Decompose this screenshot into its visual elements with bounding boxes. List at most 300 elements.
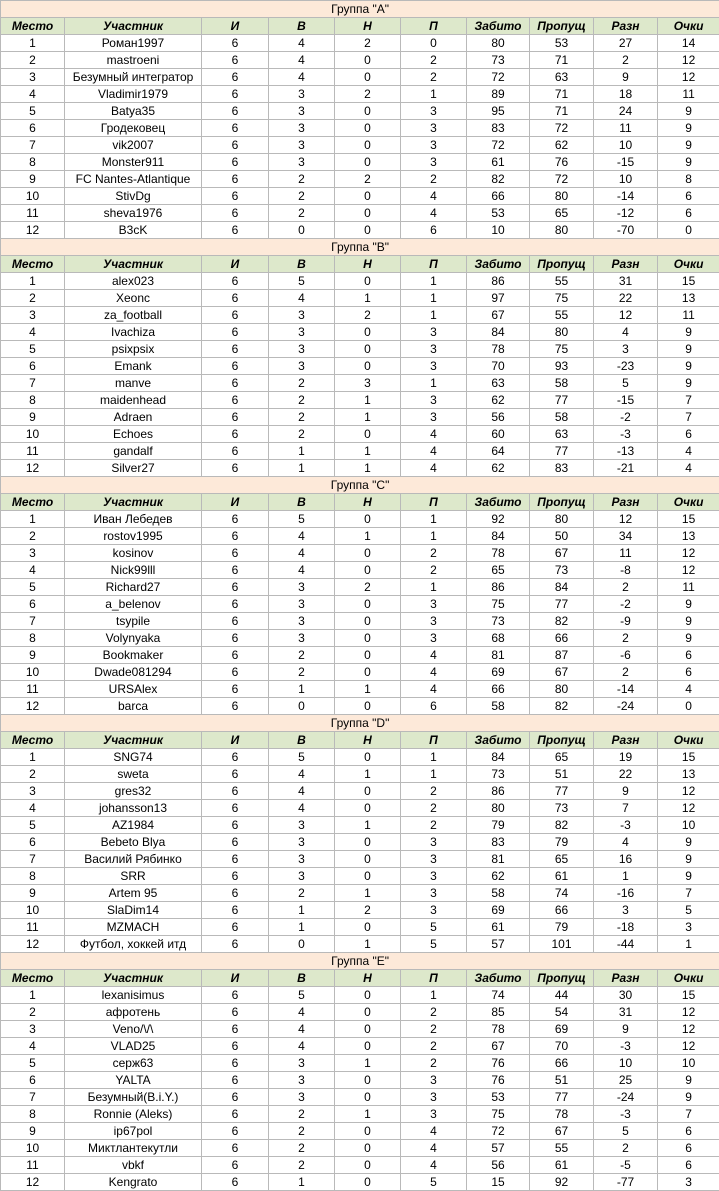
cell-goals-for: 70 (467, 358, 530, 375)
cell-participant: Bebeto Blya (65, 834, 202, 851)
cell-wins: 5 (269, 987, 335, 1004)
cell-goals-against: 87 (530, 647, 594, 664)
column-header-goal-diff: Разн (594, 970, 658, 987)
cell-wins: 3 (269, 137, 335, 154)
cell-losses: 1 (401, 273, 467, 290)
cell-wins: 3 (269, 154, 335, 171)
cell-wins: 2 (269, 171, 335, 188)
cell-played: 6 (202, 1021, 269, 1038)
cell-played: 6 (202, 562, 269, 579)
cell-participant: rostov1995 (65, 528, 202, 545)
cell-points: 13 (658, 766, 719, 783)
cell-points: 11 (658, 307, 719, 324)
cell-draws: 0 (335, 1004, 401, 1021)
column-header-goal-diff: Разн (594, 494, 658, 511)
cell-place: 5 (1, 1055, 65, 1072)
column-header-wins: В (269, 970, 335, 987)
cell-draws: 1 (335, 817, 401, 834)
cell-goals-against: 79 (530, 919, 594, 936)
column-header-losses: П (401, 732, 467, 749)
cell-wins: 3 (269, 851, 335, 868)
cell-played: 6 (202, 120, 269, 137)
cell-losses: 3 (401, 1089, 467, 1106)
cell-losses: 3 (401, 392, 467, 409)
cell-place: 7 (1, 1089, 65, 1106)
table-row (1, 1038, 719, 1055)
cell-participant: sweta (65, 766, 202, 783)
column-header-row (1, 970, 719, 987)
cell-wins: 4 (269, 52, 335, 69)
table-row (1, 528, 719, 545)
column-header-played: И (202, 494, 269, 511)
cell-played: 6 (202, 86, 269, 103)
cell-place: 6 (1, 834, 65, 851)
cell-goals-against: 71 (530, 103, 594, 120)
cell-draws: 1 (335, 460, 401, 477)
cell-goals-for: 72 (467, 69, 530, 86)
cell-draws: 0 (335, 188, 401, 205)
cell-goals-against: 62 (530, 137, 594, 154)
cell-played: 6 (202, 1123, 269, 1140)
cell-wins: 1 (269, 460, 335, 477)
cell-goals-against: 65 (530, 851, 594, 868)
cell-draws: 3 (335, 375, 401, 392)
column-header-wins: В (269, 494, 335, 511)
cell-participant: Безумный(B.i.Y.) (65, 1089, 202, 1106)
cell-place: 2 (1, 52, 65, 69)
cell-goal-diff: -3 (594, 1038, 658, 1055)
column-header-participant: Участник (65, 18, 202, 35)
cell-goals-for: 76 (467, 1072, 530, 1089)
cell-place: 6 (1, 1072, 65, 1089)
column-header-points: Очки (658, 970, 719, 987)
cell-goal-diff: 3 (594, 902, 658, 919)
column-header-goal-diff: Разн (594, 18, 658, 35)
cell-losses: 1 (401, 528, 467, 545)
cell-goals-for: 82 (467, 171, 530, 188)
cell-losses: 2 (401, 1038, 467, 1055)
cell-goals-against: 66 (530, 630, 594, 647)
column-header-points: Очки (658, 732, 719, 749)
cell-participant: Veno/\/\ (65, 1021, 202, 1038)
cell-goals-against: 77 (530, 392, 594, 409)
cell-participant: Batya35 (65, 103, 202, 120)
group-title-row (1, 953, 719, 970)
cell-goal-diff: 22 (594, 290, 658, 307)
cell-goals-for: 75 (467, 1106, 530, 1123)
cell-played: 6 (202, 885, 269, 902)
cell-place: 2 (1, 766, 65, 783)
cell-wins: 0 (269, 698, 335, 715)
cell-goal-diff: 2 (594, 579, 658, 596)
cell-participant: maidenhead (65, 392, 202, 409)
cell-participant: za_football (65, 307, 202, 324)
table-row (1, 205, 719, 222)
cell-losses: 3 (401, 358, 467, 375)
cell-goal-diff: -70 (594, 222, 658, 239)
table-row (1, 273, 719, 290)
cell-goals-for: 86 (467, 579, 530, 596)
cell-points: 1 (658, 936, 719, 953)
cell-participant: gandalf (65, 443, 202, 460)
cell-draws: 2 (335, 579, 401, 596)
table-row (1, 749, 719, 766)
cell-played: 6 (202, 596, 269, 613)
cell-points: 9 (658, 1072, 719, 1089)
cell-played: 6 (202, 766, 269, 783)
cell-losses: 1 (401, 307, 467, 324)
cell-goals-against: 61 (530, 868, 594, 885)
column-header-draws: Н (335, 256, 401, 273)
cell-goal-diff: 19 (594, 749, 658, 766)
table-row (1, 613, 719, 630)
column-header-place: Место (1, 494, 65, 511)
cell-goal-diff: -2 (594, 409, 658, 426)
cell-draws: 0 (335, 562, 401, 579)
cell-goals-for: 92 (467, 511, 530, 528)
column-header-place: Место (1, 970, 65, 987)
cell-losses: 2 (401, 1021, 467, 1038)
cell-goals-against: 76 (530, 154, 594, 171)
cell-goals-against: 73 (530, 800, 594, 817)
cell-losses: 1 (401, 749, 467, 766)
cell-participant: vbkf (65, 1157, 202, 1174)
table-row (1, 103, 719, 120)
cell-draws: 0 (335, 154, 401, 171)
cell-points: 7 (658, 885, 719, 902)
cell-goal-diff: -15 (594, 392, 658, 409)
cell-draws: 0 (335, 511, 401, 528)
cell-draws: 0 (335, 647, 401, 664)
cell-losses: 1 (401, 987, 467, 1004)
cell-goals-for: 95 (467, 103, 530, 120)
column-header-goals-for: Забито (467, 18, 530, 35)
cell-goals-for: 74 (467, 987, 530, 1004)
cell-losses: 3 (401, 137, 467, 154)
cell-points: 9 (658, 154, 719, 171)
cell-goal-diff: 27 (594, 35, 658, 52)
cell-participant: Футбол, хоккей итд (65, 936, 202, 953)
cell-points: 12 (658, 783, 719, 800)
cell-draws: 1 (335, 528, 401, 545)
cell-wins: 2 (269, 375, 335, 392)
column-header-goals-for: Забито (467, 732, 530, 749)
column-header-wins: В (269, 732, 335, 749)
cell-goals-against: 82 (530, 698, 594, 715)
cell-points: 6 (658, 188, 719, 205)
cell-goals-for: 78 (467, 341, 530, 358)
cell-goals-against: 53 (530, 35, 594, 52)
cell-goals-against: 63 (530, 69, 594, 86)
cell-losses: 2 (401, 783, 467, 800)
cell-participant: Василий Рябинко (65, 851, 202, 868)
cell-goals-for: 10 (467, 222, 530, 239)
cell-draws: 0 (335, 69, 401, 86)
cell-goal-diff: 24 (594, 103, 658, 120)
table-row (1, 324, 719, 341)
cell-place: 7 (1, 137, 65, 154)
cell-place: 5 (1, 341, 65, 358)
cell-goal-diff: 2 (594, 630, 658, 647)
cell-goals-for: 86 (467, 783, 530, 800)
cell-goal-diff: -9 (594, 613, 658, 630)
cell-goals-against: 55 (530, 273, 594, 290)
table-row (1, 545, 719, 562)
cell-points: 14 (658, 35, 719, 52)
cell-participant: FC Nantes-Atlantique (65, 171, 202, 188)
cell-goals-for: 78 (467, 545, 530, 562)
cell-draws: 2 (335, 35, 401, 52)
cell-place: 1 (1, 749, 65, 766)
cell-place: 2 (1, 290, 65, 307)
cell-place: 5 (1, 103, 65, 120)
cell-participant: SNG74 (65, 749, 202, 766)
cell-draws: 0 (335, 545, 401, 562)
cell-played: 6 (202, 664, 269, 681)
cell-place: 3 (1, 1021, 65, 1038)
cell-losses: 0 (401, 35, 467, 52)
cell-losses: 3 (401, 868, 467, 885)
cell-draws: 0 (335, 1157, 401, 1174)
cell-goals-for: 73 (467, 52, 530, 69)
cell-goals-against: 66 (530, 902, 594, 919)
cell-draws: 0 (335, 1038, 401, 1055)
cell-place: 11 (1, 681, 65, 698)
cell-losses: 3 (401, 409, 467, 426)
cell-draws: 0 (335, 358, 401, 375)
cell-goal-diff: 5 (594, 1123, 658, 1140)
cell-place: 3 (1, 307, 65, 324)
cell-place: 10 (1, 664, 65, 681)
cell-goals-against: 67 (530, 664, 594, 681)
cell-place: 11 (1, 205, 65, 222)
cell-points: 12 (658, 562, 719, 579)
cell-played: 6 (202, 1004, 269, 1021)
cell-draws: 1 (335, 1055, 401, 1072)
cell-place: 1 (1, 987, 65, 1004)
cell-played: 6 (202, 409, 269, 426)
cell-place: 7 (1, 851, 65, 868)
cell-goals-for: 65 (467, 562, 530, 579)
cell-points: 9 (658, 868, 719, 885)
cell-points: 7 (658, 392, 719, 409)
group-title-row (1, 715, 719, 732)
cell-goal-diff: -8 (594, 562, 658, 579)
cell-losses: 1 (401, 579, 467, 596)
cell-wins: 4 (269, 1038, 335, 1055)
cell-played: 6 (202, 307, 269, 324)
cell-wins: 2 (269, 188, 335, 205)
cell-participant: MZMACH (65, 919, 202, 936)
cell-wins: 1 (269, 919, 335, 936)
cell-draws: 0 (335, 834, 401, 851)
cell-goal-diff: -24 (594, 1089, 658, 1106)
cell-place: 12 (1, 222, 65, 239)
group-title: Группа "E" (1, 953, 719, 970)
cell-wins: 3 (269, 579, 335, 596)
cell-draws: 1 (335, 1106, 401, 1123)
cell-participant: Xeonc (65, 290, 202, 307)
cell-wins: 4 (269, 562, 335, 579)
cell-points: 4 (658, 460, 719, 477)
cell-draws: 1 (335, 443, 401, 460)
cell-place: 5 (1, 817, 65, 834)
cell-wins: 3 (269, 630, 335, 647)
cell-goals-against: 58 (530, 375, 594, 392)
cell-wins: 4 (269, 290, 335, 307)
cell-place: 9 (1, 647, 65, 664)
column-header-losses: П (401, 256, 467, 273)
cell-goals-for: 86 (467, 273, 530, 290)
cell-place: 7 (1, 613, 65, 630)
cell-points: 9 (658, 375, 719, 392)
cell-participant: ip67pol (65, 1123, 202, 1140)
cell-goal-diff: 9 (594, 69, 658, 86)
column-header-goals-against: Пропущ (530, 970, 594, 987)
cell-losses: 5 (401, 1174, 467, 1191)
cell-goals-against: 74 (530, 885, 594, 902)
cell-place: 10 (1, 188, 65, 205)
column-header-draws: Н (335, 732, 401, 749)
cell-place: 3 (1, 545, 65, 562)
cell-goals-against: 101 (530, 936, 594, 953)
cell-losses: 2 (401, 562, 467, 579)
cell-goal-diff: -14 (594, 188, 658, 205)
column-header-row (1, 732, 719, 749)
cell-draws: 0 (335, 749, 401, 766)
cell-losses: 2 (401, 800, 467, 817)
cell-goal-diff: 2 (594, 1140, 658, 1157)
cell-place: 4 (1, 562, 65, 579)
column-header-draws: Н (335, 970, 401, 987)
cell-participant: barca (65, 698, 202, 715)
column-header-played: И (202, 970, 269, 987)
cell-losses: 3 (401, 851, 467, 868)
cell-goals-for: 58 (467, 698, 530, 715)
cell-place: 2 (1, 1004, 65, 1021)
cell-goal-diff: -44 (594, 936, 658, 953)
cell-goals-for: 81 (467, 647, 530, 664)
cell-place: 11 (1, 919, 65, 936)
cell-played: 6 (202, 800, 269, 817)
cell-goal-diff: -6 (594, 647, 658, 664)
cell-goals-for: 69 (467, 664, 530, 681)
cell-participant: Silver27 (65, 460, 202, 477)
table-row (1, 902, 719, 919)
table-row (1, 783, 719, 800)
cell-losses: 5 (401, 936, 467, 953)
cell-participant: psixpsix (65, 341, 202, 358)
cell-losses: 4 (401, 1123, 467, 1140)
cell-goals-against: 51 (530, 1072, 594, 1089)
cell-goal-diff: 22 (594, 766, 658, 783)
table-row (1, 460, 719, 477)
table-row (1, 341, 719, 358)
cell-losses: 4 (401, 647, 467, 664)
cell-played: 6 (202, 341, 269, 358)
cell-losses: 3 (401, 154, 467, 171)
cell-wins: 2 (269, 1157, 335, 1174)
cell-goals-against: 77 (530, 443, 594, 460)
cell-place: 5 (1, 579, 65, 596)
cell-losses: 3 (401, 120, 467, 137)
cell-goals-against: 93 (530, 358, 594, 375)
cell-goals-against: 78 (530, 1106, 594, 1123)
cell-goals-against: 63 (530, 426, 594, 443)
cell-draws: 0 (335, 273, 401, 290)
cell-goals-against: 84 (530, 579, 594, 596)
group-title-row (1, 239, 719, 256)
table-row (1, 52, 719, 69)
cell-points: 12 (658, 69, 719, 86)
cell-played: 6 (202, 749, 269, 766)
cell-goal-diff: -77 (594, 1174, 658, 1191)
cell-goals-against: 75 (530, 290, 594, 307)
cell-played: 6 (202, 1106, 269, 1123)
cell-points: 4 (658, 681, 719, 698)
cell-goal-diff: -24 (594, 698, 658, 715)
table-row (1, 919, 719, 936)
cell-goals-for: 72 (467, 137, 530, 154)
table-row (1, 562, 719, 579)
cell-wins: 3 (269, 596, 335, 613)
column-header-draws: Н (335, 494, 401, 511)
cell-points: 10 (658, 817, 719, 834)
cell-participant: Роман1997 (65, 35, 202, 52)
cell-goals-for: 58 (467, 885, 530, 902)
cell-goals-against: 69 (530, 1021, 594, 1038)
cell-played: 6 (202, 137, 269, 154)
cell-goal-diff: 2 (594, 52, 658, 69)
cell-draws: 1 (335, 766, 401, 783)
cell-losses: 2 (401, 171, 467, 188)
cell-draws: 1 (335, 936, 401, 953)
cell-goals-for: 67 (467, 1038, 530, 1055)
cell-losses: 4 (401, 1140, 467, 1157)
cell-goal-diff: 18 (594, 86, 658, 103)
column-header-place: Место (1, 18, 65, 35)
cell-goals-for: 69 (467, 902, 530, 919)
cell-goals-against: 66 (530, 1055, 594, 1072)
cell-losses: 4 (401, 205, 467, 222)
cell-participant: lexanisimus (65, 987, 202, 1004)
cell-place: 12 (1, 936, 65, 953)
cell-goals-against: 92 (530, 1174, 594, 1191)
cell-points: 3 (658, 1174, 719, 1191)
column-header-played: И (202, 18, 269, 35)
cell-participant: alex023 (65, 273, 202, 290)
cell-place: 1 (1, 35, 65, 52)
cell-goal-diff: -12 (594, 205, 658, 222)
cell-goal-diff: 9 (594, 1021, 658, 1038)
cell-wins: 2 (269, 664, 335, 681)
cell-losses: 2 (401, 545, 467, 562)
table-row (1, 647, 719, 664)
cell-points: 12 (658, 52, 719, 69)
cell-wins: 3 (269, 103, 335, 120)
cell-participant: Dwade081294 (65, 664, 202, 681)
cell-points: 12 (658, 1004, 719, 1021)
cell-goals-for: 80 (467, 800, 530, 817)
cell-goal-diff: 1 (594, 868, 658, 885)
cell-goal-diff: 7 (594, 800, 658, 817)
cell-draws: 0 (335, 596, 401, 613)
cell-place: 4 (1, 324, 65, 341)
cell-place: 8 (1, 392, 65, 409)
cell-participant: VLAD25 (65, 1038, 202, 1055)
cell-goals-for: 84 (467, 528, 530, 545)
cell-losses: 2 (401, 817, 467, 834)
